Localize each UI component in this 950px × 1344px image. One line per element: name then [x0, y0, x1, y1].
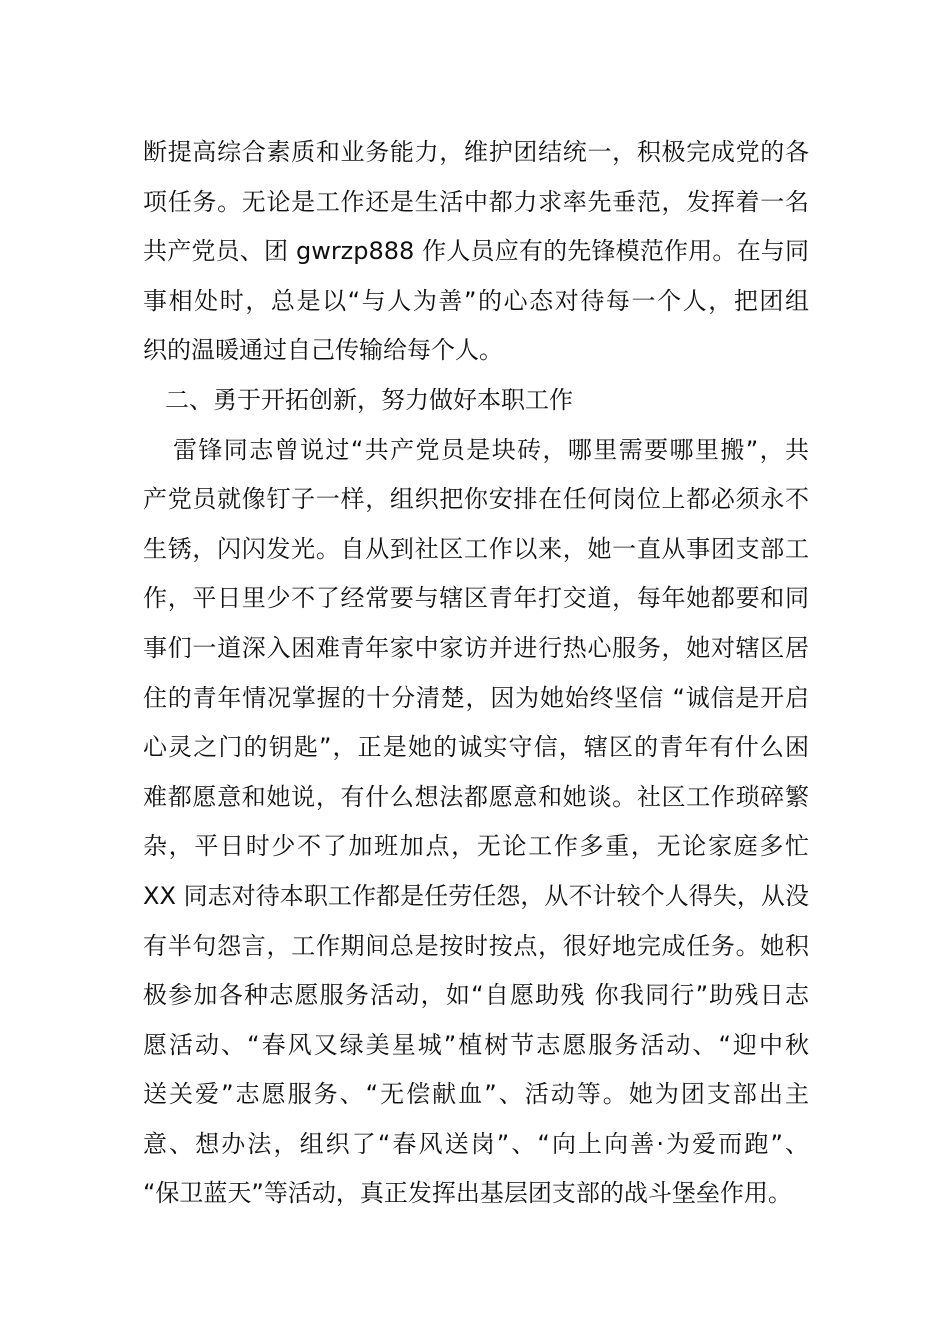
paragraph-1: [143, 128, 809, 376]
section-heading: 二、勇于开拓创新，努力做好本职工作: [165, 385, 573, 414]
text-line: 事们一道深入困难青年家中家访并进行热心服务，她对辖区居: [143, 633, 809, 662]
text-line: 难都愿意和她说，有什么想法都愿意和她谈。社区工作琐碎繁: [143, 782, 809, 811]
text-line: 项任务。无论是工作还是生活中都力求率先垂范，发挥着一名: [143, 187, 809, 216]
text-line: 送关爱”志愿服务、“无偿献血”、活动等。她为团支部出主: [143, 1080, 809, 1109]
text-line: 生锈，闪闪发光。自从到社区工作以来，她一直从事团支部工: [143, 534, 809, 563]
text-line: 断提高综合素质和业务能力，维护团结统一，积极完成党的各: [143, 138, 809, 166]
text-line: 心灵之门的钥匙”，正是她的诚实守信，辖区的青年有什么困: [143, 733, 809, 762]
text-line: 共产党员、团 gwrzp888 作人员应有的先锋模范作用。在与同: [143, 237, 809, 266]
text-line: 杂，平日时少不了加班加点，无论工作多重，无论家庭多忙: [143, 832, 809, 861]
text-line: XX 同志对待本职工作都是任劳任怨，从不计较个人得失，从没: [143, 881, 809, 910]
text-line: 作，平日里少不了经常要与辖区青年打交道，每年她都要和同: [143, 584, 809, 613]
text-line: 有半句怨言，工作期间总是按时按点，很好地完成任务。她积: [143, 931, 809, 960]
text-line: “保卫蓝天”等活动，真正发挥出基层团支部的战斗堡垒作用。: [143, 1179, 792, 1208]
text-line: 产党员就像钉子一样，组织把你安排在任何岗位上都必须永不: [143, 485, 809, 514]
text-line: 意、想办法，组织了“春风送岗”、“向上向善·为爱而跑”、: [143, 1129, 809, 1158]
document-body: [143, 128, 809, 1219]
text-line: 极参加各种志愿服务活动，如“自愿助残 你我同行”助残日志: [143, 981, 809, 1010]
text-line: 住的青年情况掌握的十分清楚，因为她始终坚信 “诚信是开启: [143, 683, 809, 712]
text-line: 愿活动、“春风又绿美星城”植树节志愿服务活动、“迎中秋: [143, 1030, 809, 1059]
text-line: 织的温暖通过自己传输给每个人。: [143, 336, 503, 365]
paragraph-2: [143, 426, 809, 1220]
text-line: 雷锋同志曾说过“共产党员是块砖，哪里需要哪里搬”，共: [173, 435, 809, 464]
text-line: 事相处时，总是以“与人为善”的心态对待每一个人，把团组: [143, 286, 809, 315]
